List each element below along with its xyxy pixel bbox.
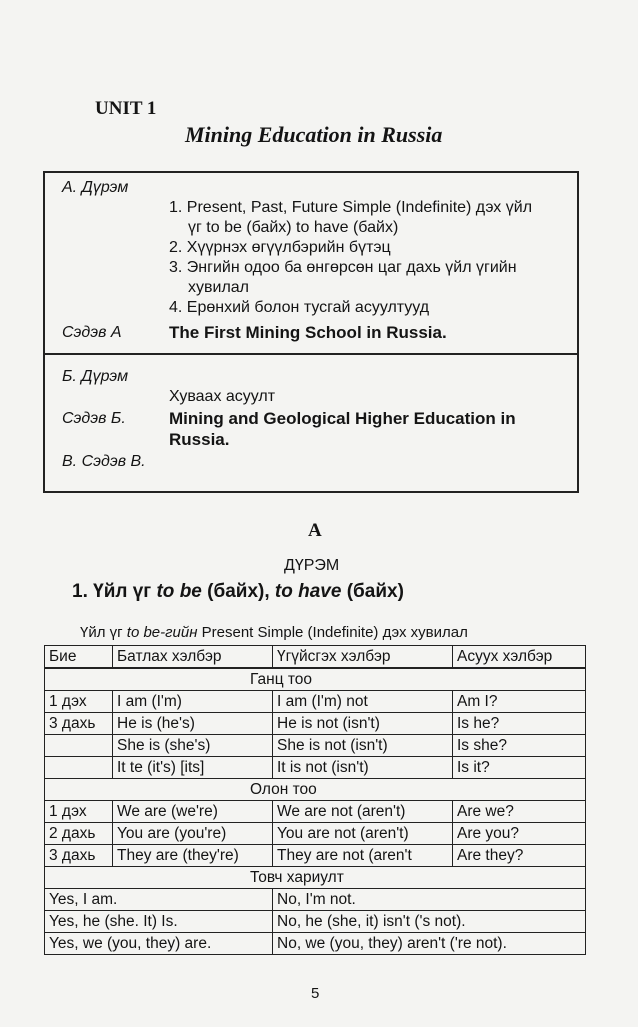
cell-person: 1 дэх xyxy=(45,691,113,713)
topic-a-label: Сэдэв А xyxy=(62,324,122,341)
caption-prefix: Үйл үг xyxy=(80,624,127,641)
plural-label: Олон тоо xyxy=(45,779,586,801)
section-letter: A xyxy=(308,520,322,541)
topic-b-text-cont: Russia. xyxy=(169,430,230,449)
cell-negative: I am (I'm) not xyxy=(273,691,453,713)
cell-short-no: No, he (she, it) isn't ('s not). xyxy=(273,911,586,933)
table-header-row xyxy=(45,646,586,669)
header-question: Асуух хэлбэр xyxy=(453,646,586,669)
caption-italic: to be-гийн xyxy=(126,624,198,641)
cell-question: Are we? xyxy=(453,801,586,823)
cell-negative: You are not (aren't) xyxy=(273,823,453,845)
plural-label-row xyxy=(45,779,586,801)
box-divider xyxy=(43,353,579,355)
table-row xyxy=(45,757,586,779)
cell-person: 1 дэх xyxy=(45,801,113,823)
cell-person xyxy=(45,735,113,757)
singular-label: Ганц тоо xyxy=(45,668,586,691)
cell-affirmative: She is (she's) xyxy=(113,735,273,757)
cell-negative: It is not (isn't) xyxy=(273,757,453,779)
singular-label-row xyxy=(45,668,586,691)
section-a-label: А. Дүрэм xyxy=(62,179,129,196)
section-heading-suffix: (байх) xyxy=(341,581,404,602)
cell-short-yes: Yes, he (she. It) Is. xyxy=(45,911,273,933)
table-row xyxy=(45,735,586,757)
cell-negative: They are not (aren't xyxy=(273,845,453,867)
cell-negative: She is not (isn't) xyxy=(273,735,453,757)
cell-question: Am I? xyxy=(453,691,586,713)
section-heading-mid: (байх), xyxy=(201,581,275,602)
table-row xyxy=(45,911,586,933)
cell-question: Is she? xyxy=(453,735,586,757)
unit-title: Mining Education in Russia xyxy=(185,122,443,147)
cell-negative: We are not (aren't) xyxy=(273,801,453,823)
cell-short-no: No, I'm not. xyxy=(273,889,586,911)
cell-affirmative: You are (you're) xyxy=(113,823,273,845)
cell-question: Is he? xyxy=(453,713,586,735)
header-negative: Үгүйсгэх хэлбэр xyxy=(273,646,453,669)
table-row xyxy=(45,801,586,823)
cell-question: Are you? xyxy=(453,823,586,845)
cell-person xyxy=(45,757,113,779)
header-person: Бие xyxy=(45,646,113,669)
cell-affirmative: We are (we're) xyxy=(113,801,273,823)
rule-item-2: 2. Хүүрнэх өгүүлбэрийн бүтэц xyxy=(169,239,391,256)
page-number: 5 xyxy=(311,985,320,1002)
cell-affirmative: He is (he's) xyxy=(113,713,273,735)
section-b-label: Б. Дүрэм xyxy=(62,368,129,385)
table-row xyxy=(45,845,586,867)
section-heading-verb-be: to be xyxy=(156,581,202,602)
cell-short-yes: Yes, I am. xyxy=(45,889,273,911)
topic-v-label: В. Сэдэв В. xyxy=(62,453,146,470)
topic-b-text: Mining and Geological Higher Education in xyxy=(169,409,516,428)
header-affirmative: Батлах хэлбэр xyxy=(113,646,273,669)
table-row xyxy=(45,889,586,911)
section-heading-prefix: 1. Үйл үг xyxy=(72,581,157,602)
cell-question: Are they? xyxy=(453,845,586,867)
table-row xyxy=(45,691,586,713)
section-heading xyxy=(72,581,404,603)
conjugation-table xyxy=(44,645,586,955)
cell-affirmative: I am (I'm) xyxy=(113,691,273,713)
rule-item-4: 4. Ерөнхий болон тусгай асуултууд xyxy=(169,299,430,316)
cell-negative: He is not (isn't) xyxy=(273,713,453,735)
short-answer-label: Товч хариулт xyxy=(45,867,586,889)
table-caption xyxy=(80,624,468,641)
cell-person: 2 дахь xyxy=(45,823,113,845)
cell-person: 3 дахь xyxy=(45,713,113,735)
cell-short-yes: Yes, we (you, they) are. xyxy=(45,933,273,955)
section-b-text: Хуваах асуулт xyxy=(169,388,276,405)
rule-item-1-cont: үг to be (байх) to have (байх) xyxy=(188,219,399,236)
cell-affirmative: They are (they're) xyxy=(113,845,273,867)
rules-heading: ДҮРЭМ xyxy=(284,557,340,574)
caption-suffix: Present Simple (Indefinite) дэх хувилал xyxy=(197,624,468,641)
topic-b-label: Сэдэв Б. xyxy=(62,410,126,427)
rule-item-3-cont: хувилал xyxy=(188,279,250,296)
rule-item-3: 3. Энгийн одоо ба өнгөрсөн цаг дахь үйл үгийн xyxy=(169,259,517,276)
cell-question: Is it? xyxy=(453,757,586,779)
section-heading-verb-have: to have xyxy=(274,581,342,602)
short-answer-label-row xyxy=(45,867,586,889)
cell-person: 3 дахь xyxy=(45,845,113,867)
rule-item-1: 1. Present, Past, Future Simple (Indefinite) дэх үйл xyxy=(169,199,533,216)
cell-affirmative: It te (it's) [its] xyxy=(113,757,273,779)
cell-short-no: No, we (you, they) aren't ('re not). xyxy=(273,933,586,955)
topic-a-text: The First Mining School in Russia. xyxy=(169,323,447,342)
table-row xyxy=(45,933,586,955)
table-row xyxy=(45,823,586,845)
table-row xyxy=(45,713,586,735)
unit-label: UNIT 1 xyxy=(95,98,157,119)
